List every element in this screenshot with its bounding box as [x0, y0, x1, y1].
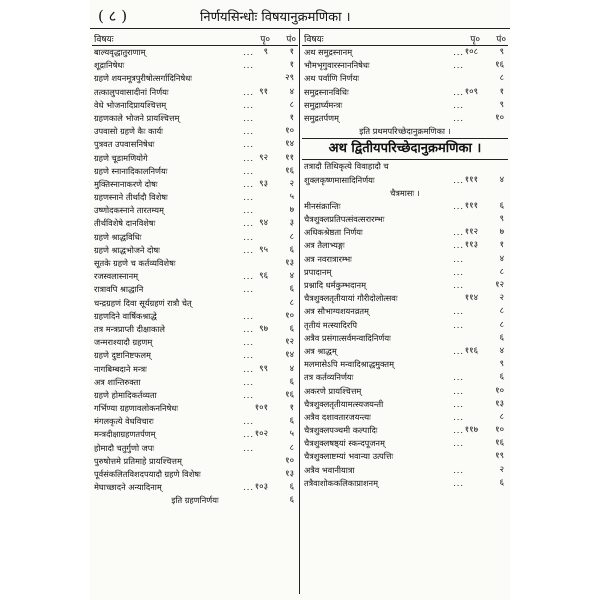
leader-dots: ... — [243, 482, 254, 493]
index-entry — [302, 424, 508, 437]
entry-subject: अत्र शान्तिरुक्ता — [94, 376, 141, 387]
right-column-header — [302, 31, 508, 46]
entry-subject: प्रश्नादि धर्मकुम्भदानम् — [304, 280, 366, 290]
entry-subject: समुद्रस्नानविधिः — [304, 86, 349, 97]
leader-dots: ... — [243, 376, 254, 387]
index-entry — [302, 371, 508, 384]
entry-subject: अत्र तैलाभ्यङ्गः — [304, 240, 345, 251]
entry-subject: पुत्रवत उपवासनिषेधः — [94, 139, 155, 150]
entry-line: १२ — [495, 280, 504, 290]
entry-page: ९२ — [259, 152, 268, 163]
leader-dots: ... — [453, 112, 464, 123]
entry-page: ९६ — [259, 271, 268, 282]
entry-page: १०९ — [464, 86, 478, 97]
leader-dots: ... — [243, 178, 254, 189]
leader-dots: ... — [243, 310, 254, 321]
entry-subject: अथ द्वितीयपरिच्छेदानुक्रमणिका । — [328, 141, 482, 157]
entry-subject: तत्रादौ तिथिकृत्ये विवाहादौ च — [304, 161, 389, 172]
left-column — [92, 31, 298, 508]
index-entry — [302, 174, 508, 187]
index-entry — [92, 283, 298, 296]
entry-page: ९ — [263, 47, 268, 57]
leader-dots: ... — [453, 306, 464, 317]
index-entry — [92, 257, 298, 270]
index-entry — [302, 358, 508, 371]
entry-subject: अकरणे प्रायश्चित्तम् — [304, 385, 362, 396]
index-entry — [92, 152, 298, 165]
entry-line: १४ — [285, 139, 294, 150]
index-entry — [302, 450, 508, 463]
index-entry — [92, 468, 298, 481]
index-entry — [92, 46, 298, 59]
entry-line: ४ — [289, 86, 294, 97]
leader-dots: ... — [243, 205, 254, 216]
entry-subject: चैत्रमासः । — [390, 187, 420, 198]
index-entry — [92, 428, 298, 441]
entry-subject: नागबिम्बदाने मन्त्रः — [94, 363, 147, 374]
index-entry — [92, 165, 298, 178]
entry-subject: उपवासो ग्रहणे कैः कार्यः — [94, 126, 163, 137]
entry-subject: ग्रहणस्नाने तीर्थादौ विशेषः — [94, 192, 168, 203]
entry-line: ६ — [289, 376, 294, 387]
entry-subject: अत्र श्राद्धम् — [304, 345, 337, 356]
entry-page: ९४ — [259, 218, 268, 229]
entry-page: ९५ — [259, 244, 268, 255]
entry-page: १०२ — [254, 429, 268, 440]
index-entry — [302, 266, 508, 279]
entry-line: १ — [289, 60, 294, 71]
index-entry — [302, 213, 508, 226]
leader-dots: ... — [453, 227, 464, 238]
entry-subject: ग्रहणकाले भोजने प्रायश्चित्तम् — [94, 112, 180, 123]
entry-subject: पुरुषोत्तमे प्रतिमाहे प्रायश्चित्तम् — [94, 455, 182, 466]
entry-line: १० — [285, 455, 294, 466]
index-entry — [92, 99, 298, 112]
entry-line: ४ — [499, 253, 504, 264]
index-entry — [92, 349, 298, 362]
index-entry — [92, 138, 298, 151]
entry-line: ७ — [499, 227, 504, 238]
leader-dots: ... — [243, 244, 254, 255]
entry-line: १ — [499, 86, 504, 97]
leader-dots: ... — [243, 47, 254, 57]
entry-subject: उष्णोदकस्नाने तारतम्यम् — [94, 205, 164, 216]
index-entry — [92, 481, 298, 494]
entry-line: १ — [289, 112, 294, 123]
leader-dots: ... — [453, 99, 464, 110]
entry-line: ६ — [499, 477, 504, 488]
entry-page: ११७ — [464, 425, 478, 436]
leader-dots: ... — [243, 112, 254, 123]
leader-dots: ... — [453, 319, 464, 330]
entry-line: ९ — [499, 99, 504, 110]
index-entry — [92, 244, 298, 257]
entry-page: १०३ — [254, 482, 268, 493]
subject-heading: विषयः — [304, 35, 324, 45]
entry-line: ६ — [289, 323, 294, 334]
page-number: ( ८ ) — [98, 7, 128, 25]
entry-subject: इति प्रथमपरिच्छेदानुक्रमणिका । — [359, 126, 451, 137]
entry-line: ६ — [499, 372, 504, 383]
entry-subject: तत्कालुपवासादीनां निर्णयः — [94, 86, 169, 97]
entry-line: १३ — [495, 398, 504, 409]
index-entry — [92, 217, 298, 230]
line-heading: पं० — [496, 35, 506, 45]
entry-subject: समुद्रतर्पणम् — [304, 112, 339, 123]
entry-line: ८ — [289, 297, 294, 308]
index-entry — [302, 279, 508, 292]
entry-line: १६ — [495, 438, 504, 449]
entry-line: १४ — [285, 350, 294, 361]
index-entry — [92, 270, 298, 283]
leader-dots: ... — [243, 271, 254, 282]
entry-subject: रजस्वलास्नानम् — [94, 271, 139, 282]
entry-line: १ — [289, 47, 294, 57]
index-entry — [302, 398, 508, 411]
index-entry — [302, 46, 508, 59]
index-entry — [302, 253, 508, 266]
leader-dots: ... — [243, 192, 254, 203]
leader-dots: ... — [453, 464, 464, 475]
leader-dots: ... — [453, 425, 464, 436]
index-entry — [302, 86, 508, 99]
index-entry — [302, 319, 508, 332]
entry-line: ५ — [289, 429, 294, 440]
entry-subject: ग्रहणदिने वार्षिकश्राद्धे — [94, 310, 157, 321]
section-end-line — [302, 125, 508, 138]
index-entry — [92, 310, 298, 323]
index-entry — [302, 226, 508, 239]
leader-dots: ... — [453, 47, 464, 57]
leader-dots: ... — [453, 438, 464, 449]
leader-dots: ... — [453, 477, 464, 488]
index-entry — [302, 112, 508, 125]
entry-line: १९ — [495, 451, 504, 462]
entry-page: ११४ — [464, 293, 478, 304]
entry-line: १० — [495, 112, 504, 123]
leader-dots: ... — [453, 266, 464, 277]
page-title: निर्णयसिन्धोः विषयानुक्रमणिका । — [200, 10, 351, 25]
entry-subject: ग्रहणे श्राद्धभोजने दोषः — [94, 244, 160, 255]
entry-subject: गर्भिण्या ग्रहणावलोकननिषेधः — [94, 403, 178, 414]
entry-subject: अत्रैव दशावतारजयन्त्यः — [304, 411, 371, 422]
entry-line: १६ — [285, 165, 294, 176]
entry-line: ६ — [289, 495, 294, 506]
index-entry — [302, 477, 508, 490]
entry-line: १३ — [285, 258, 294, 268]
entry-subject: अत्र सौभाग्यशयनव्रतम् — [304, 306, 369, 317]
leader-dots: ... — [453, 240, 464, 251]
index-entry — [92, 323, 298, 336]
entry-line: ८ — [289, 231, 294, 242]
entry-subject: शुक्लकृष्णमासादिनिर्णयः — [304, 174, 375, 185]
leader-dots: ... — [243, 416, 254, 427]
entry-subject: तत्रैवाशोककलिकाप्राशनम् — [304, 477, 378, 488]
leader-dots: ... — [453, 411, 464, 422]
entry-line: १६ — [285, 389, 294, 400]
entry-page: १११ — [464, 174, 478, 185]
entry-page: १११ — [464, 200, 478, 211]
index-entry — [302, 59, 508, 72]
entry-line: २ — [499, 293, 504, 304]
entry-subject: समुद्रार्घ्यमन्त्रः — [304, 99, 343, 110]
entry-subject: तत्र कर्तव्यनिर्णयः — [304, 372, 354, 383]
entry-line: ६ — [289, 482, 294, 493]
entry-line: ४ — [499, 345, 504, 356]
leader-dots: ... — [243, 284, 254, 295]
index-entry — [302, 437, 508, 450]
page-heading: पृ० — [470, 35, 480, 45]
index-entry — [92, 59, 298, 72]
entry-line: ८ — [499, 73, 504, 84]
index-entry — [92, 86, 298, 99]
section-heading — [302, 138, 508, 160]
entry-subject: इति ग्रहणनिर्णयः — [171, 495, 219, 506]
leader-dots: ... — [243, 139, 254, 150]
index-entry — [92, 415, 298, 428]
right-column — [302, 31, 508, 490]
leader-dots: ... — [453, 345, 464, 356]
leader-dots: ... — [243, 99, 254, 110]
entry-page: ९३ — [259, 178, 268, 189]
entry-subject: ग्रहणे शयनमूत्रपुरीषोत्सर्गादिनिषेधः — [94, 73, 192, 84]
entry-line: ८ — [499, 266, 504, 277]
index-entry — [92, 455, 298, 468]
index-entry — [302, 160, 508, 173]
entry-line: ८ — [289, 442, 294, 453]
leader-dots: ... — [243, 389, 254, 400]
entry-subject: मुक्तिस्नानाकरणे दोषः — [94, 178, 158, 189]
entry-subject: मंगलकृत्ये वेधविचारः — [94, 416, 154, 427]
leader-dots: ... — [453, 60, 464, 71]
index-entry — [92, 178, 298, 191]
entry-page: ११३ — [464, 240, 478, 251]
index-entry — [92, 231, 298, 244]
entry-line: १० — [285, 310, 294, 321]
column-divider — [299, 28, 300, 594]
entry-subject: जन्मराश्यादौ ग्रहणम् — [94, 337, 153, 348]
book-page — [90, 0, 510, 600]
entry-line: ५ — [289, 192, 294, 203]
entry-line: ९ — [499, 47, 504, 57]
index-entry — [92, 204, 298, 217]
entry-subject: ग्रहणे चूडामणियोगे — [94, 152, 148, 163]
index-entry — [302, 305, 508, 318]
index-entry — [92, 442, 298, 455]
leader-dots: ... — [453, 86, 464, 97]
page-heading: पृ० — [260, 35, 270, 45]
index-entry — [302, 239, 508, 252]
entry-subject: चैत्रशुक्लतृतीयायां गौरीदोलोत्सवः — [304, 293, 398, 304]
entry-subject: चैत्रशुक्लतृतीयामत्स्यजयन्ती — [304, 398, 384, 409]
index-entry — [92, 72, 298, 85]
index-entry — [92, 402, 298, 415]
entry-line: १६ — [495, 60, 504, 71]
leader-dots: ... — [243, 363, 254, 374]
entry-line: ११ — [285, 152, 294, 163]
entry-line: ४ — [289, 271, 294, 282]
entry-subject: अत्रैव प्रसंगात्सर्वमन्वादिनिर्णयः — [304, 332, 391, 343]
entry-subject: भौमभृगुवारस्नाननिषेधः — [304, 60, 370, 71]
leader-dots: ... — [453, 372, 464, 383]
entry-line: ८ — [499, 411, 504, 422]
index-entry — [302, 99, 508, 112]
entry-line: १० — [495, 425, 504, 436]
index-entry — [92, 389, 298, 402]
entry-line: २ — [289, 178, 294, 189]
entry-page: १०१ — [254, 403, 268, 414]
leader-dots: ... — [243, 323, 254, 334]
leader-dots: ... — [243, 60, 254, 71]
entry-line: १ — [289, 403, 294, 414]
index-entry — [92, 191, 298, 204]
entry-subject: तत्र मन्त्रप्राप्ती दीक्षाकाले — [94, 323, 165, 334]
entry-line: ८ — [499, 319, 504, 330]
leader-dots: ... — [453, 398, 464, 409]
entry-line: ६ — [499, 332, 504, 343]
leader-dots: ... — [243, 218, 254, 229]
entry-subject: अधिकश्रेष्ठता निर्णयः — [304, 227, 363, 238]
entry-subject: ग्रहणे स्नानादिकालनिर्णयः — [94, 165, 168, 176]
entry-subject: मलमासेऽपि मन्वादिश्राद्धमुक्तम् — [304, 359, 394, 370]
entry-subject: ग्रहणे होमादिकर्तव्यता — [94, 389, 157, 400]
entry-subject: मीनसंक्रान्तिः — [304, 200, 341, 211]
header-rule — [90, 28, 510, 29]
leader-dots: ... — [243, 429, 254, 440]
entry-page: ११६ — [464, 345, 478, 356]
leader-dots: ... — [243, 165, 254, 176]
entry-subject: अत्र नवरात्रारम्भः — [304, 253, 352, 264]
index-entry — [302, 385, 508, 398]
left-column-header — [92, 31, 298, 46]
leader-dots: ... — [453, 280, 464, 290]
leader-dots: ... — [453, 385, 464, 396]
entry-line: ६ — [499, 200, 504, 211]
entry-subject: चन्द्रग्रहणं दिवा सूर्यग्रहणं रात्रौ चेत् — [94, 297, 192, 308]
leader-dots: ... — [243, 442, 254, 453]
entry-subject: वेधे भोजनादिप्रायश्चित्तम् — [94, 99, 167, 110]
entry-subject: तीर्थविशेषे दानविशेषः — [94, 218, 156, 229]
entry-line: २ — [499, 464, 504, 475]
entry-subject: अत्रैव भवानीयात्रा — [304, 464, 355, 475]
line-heading: पं० — [286, 35, 296, 45]
index-entry — [92, 125, 298, 138]
entry-line: ४ — [499, 174, 504, 185]
index-entry — [92, 336, 298, 349]
entry-line: १ — [499, 240, 504, 251]
index-entry — [302, 72, 508, 85]
entry-subject: मन्त्रदीक्षाग्रहणतर्पणम् — [94, 429, 156, 440]
leader-dots: ... — [453, 200, 464, 211]
entry-subject: बाल्यवृद्धातुराणाम् — [94, 47, 146, 57]
index-entry — [302, 332, 508, 345]
entry-page: ९७ — [259, 323, 268, 334]
entry-line: ९ — [499, 359, 504, 370]
index-entry — [92, 363, 298, 376]
index-entry — [92, 112, 298, 125]
entry-subject: सूतके ग्रहणे च कर्तव्यविशेषः — [94, 258, 176, 268]
leader-dots: ... — [243, 152, 254, 163]
entry-subject: अथ पर्वाणि निर्णयः — [304, 73, 360, 84]
entry-subject: होमादौ चतुर्गुणो जपः — [94, 442, 155, 453]
entry-subject: चैत्रशुक्लप्रतिपत्संवत्सरारम्भः — [304, 214, 385, 225]
entry-subject: मेघाच्छादने अन्यादिनाम् — [94, 482, 162, 493]
entry-line: ४ — [289, 363, 294, 374]
entry-line: ८ — [289, 99, 294, 110]
section-end-line — [302, 187, 508, 200]
entry-line: ८ — [499, 306, 504, 317]
entry-subject: शूद्रानिषेधः — [94, 60, 125, 71]
entry-subject: चैत्रशुक्लषष्ठ्यां स्कन्दपूजनम् — [304, 438, 385, 449]
entry-line: १३ — [285, 469, 294, 479]
entry-subject: अथ समुद्रस्नानम् — [304, 47, 353, 57]
entry-page: ११२ — [464, 227, 478, 238]
entry-subject: पूर्वसंकलितविशदपयादौ ग्रहणे विशेषः — [94, 469, 201, 479]
index-entry — [92, 376, 298, 389]
index-entry — [302, 200, 508, 213]
leader-dots: ... — [243, 337, 254, 348]
entry-subject: ग्रहणे दुष्टानिष्टफलम् — [94, 350, 151, 361]
entry-page: ९१ — [259, 86, 268, 97]
entry-line: ६ — [289, 416, 294, 427]
index-entry — [302, 411, 508, 424]
entry-line: १२ — [285, 337, 294, 348]
entry-subject: चैत्रशुक्लाष्टम्यां भवान्या उत्पत्तिः — [304, 451, 394, 462]
leader-dots: ... — [453, 253, 464, 264]
entry-line: ७ — [289, 205, 294, 216]
entry-line: २९ — [285, 73, 294, 84]
index-entry — [302, 464, 508, 477]
entry-line: १० — [495, 385, 504, 396]
leader-dots: ... — [243, 126, 254, 137]
index-entry — [302, 345, 508, 358]
subject-heading: विषयः — [94, 35, 114, 45]
entry-subject: चैत्रशुक्लपञ्चमी कल्पादिः — [304, 425, 378, 436]
entry-line: १० — [285, 126, 294, 137]
page-header — [90, 6, 510, 26]
leader-dots: ... — [243, 350, 254, 361]
section-end-line — [92, 494, 298, 507]
entry-page: १०८ — [464, 47, 478, 57]
entry-line: ९ — [499, 214, 504, 225]
leader-dots: ... — [243, 86, 254, 97]
entry-subject: रात्रावपि श्राद्धानि — [94, 284, 144, 295]
entry-subject: ग्रहणे श्राद्धविधिः — [94, 231, 142, 242]
leader-dots: ... — [243, 231, 254, 242]
entry-subject: प्रपादानम् — [304, 266, 332, 277]
entry-line: ६ — [289, 244, 294, 255]
entry-line: ३ — [289, 218, 294, 229]
index-entry — [302, 292, 508, 305]
leader-dots: ... — [453, 174, 464, 185]
entry-line: ६ — [289, 284, 294, 295]
index-entry — [92, 297, 298, 310]
entry-page: ९९ — [259, 363, 268, 374]
entry-subject: तृतीयं मत्स्यादिरपि — [304, 319, 357, 330]
